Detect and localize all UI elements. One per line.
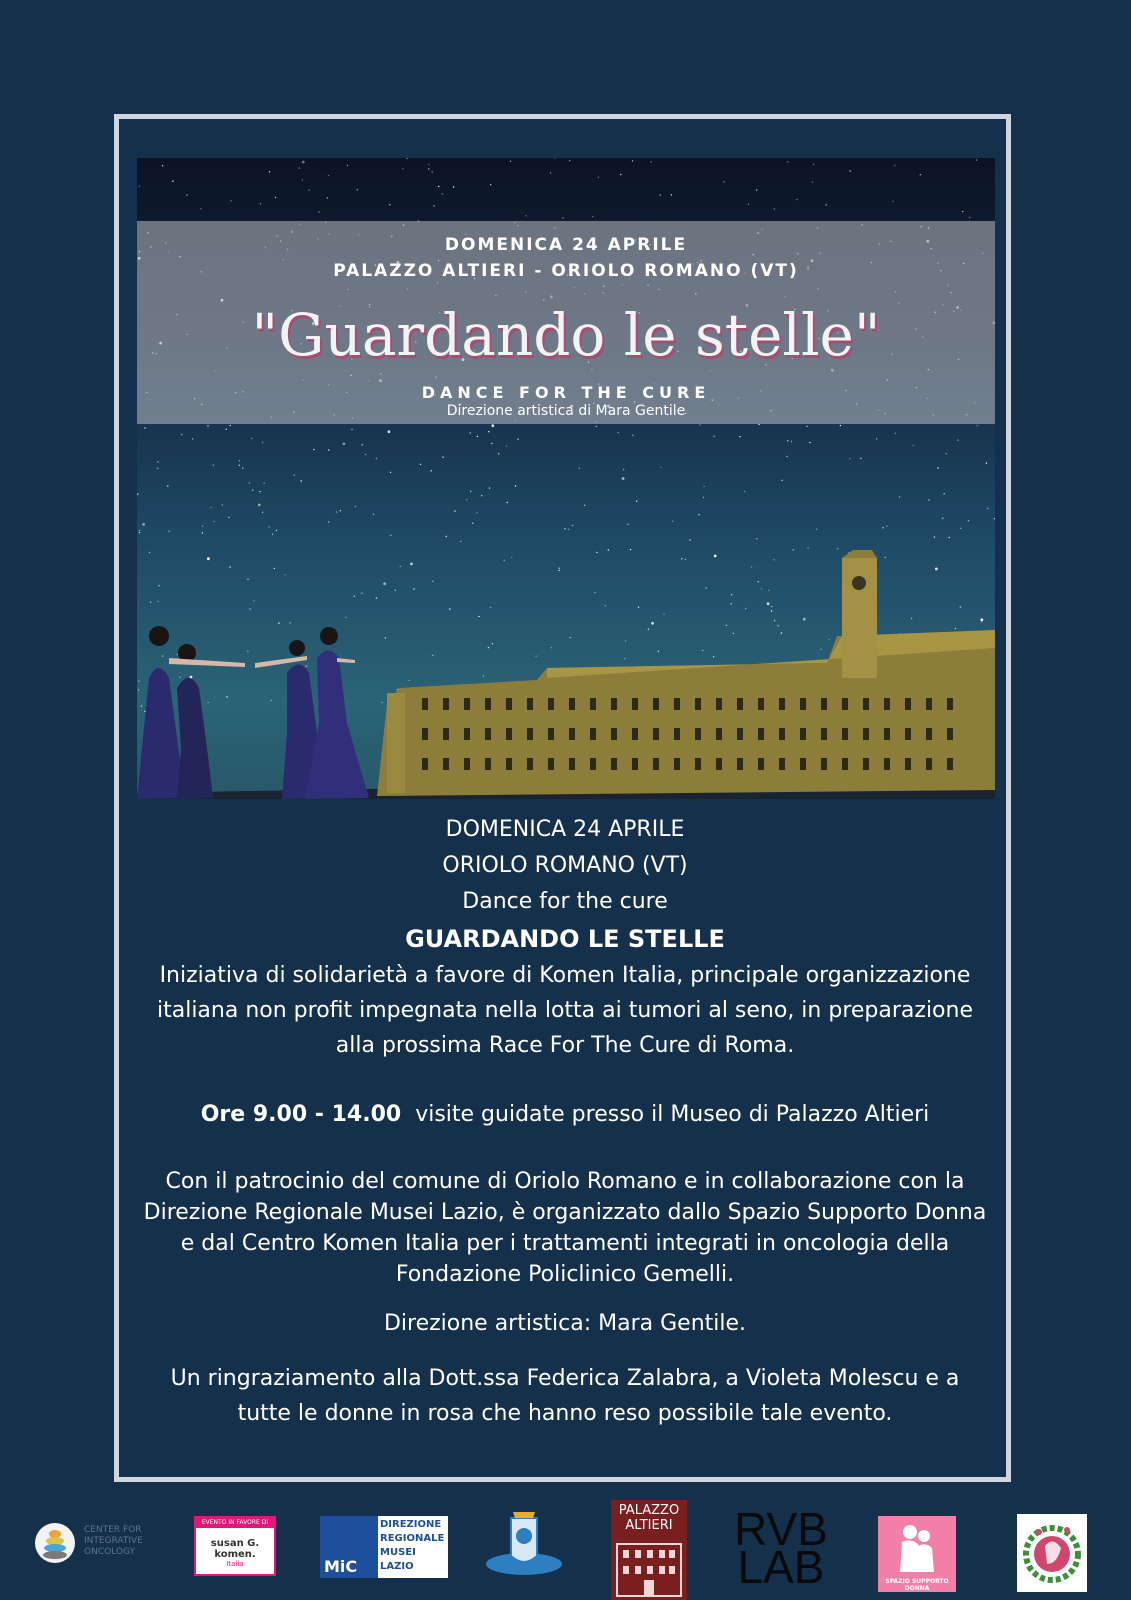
hours-text: visite guidate presso il Museo di Palazzo Altieri	[415, 1102, 930, 1127]
event-thanks: Un ringraziamento alla Dott.ssa Federica Zalabra, a Violeta Molescu e a tutte le donne in rosa che hanno reso possibile tale evento.	[170, 1366, 960, 1426]
title-banner	[137, 221, 995, 424]
event-artistic-direction: Direzione artistica: Mara Gentile.	[383, 1311, 747, 1336]
banner-direction: Direzione artistica di Mara Gentile	[446, 403, 686, 419]
stones-icon	[34, 1522, 76, 1564]
banner-date: DOMENICA 24 APRILE	[444, 235, 688, 255]
wreath-icon	[1017, 1514, 1087, 1592]
event-intro: Iniziativa di solidarietà a favore di Komen Italia, principale organizzazione italiana non profit impegnata nella lotta ai tumori al seno, in preparazione alla prossima Race For The Cure di Roma.	[156, 963, 973, 1058]
cio-line3: ONCOLOGY	[84, 1547, 135, 1557]
mic-emblem	[320, 1516, 378, 1578]
cio-line2: INTEGRATIVE	[84, 1536, 143, 1546]
hero-image	[137, 158, 995, 799]
event-name: Dance for the cure	[462, 889, 668, 914]
spazio-supporto-donna-logo	[878, 1516, 956, 1592]
mic-line4: LAZIO	[380, 1561, 414, 1572]
embrace-icon	[878, 1516, 956, 1574]
palazzo-facade-icon	[611, 1538, 687, 1598]
komen-name: susan G. komen.	[210, 1538, 260, 1560]
mic-line2: REGIONALE	[380, 1533, 445, 1544]
palazzo-line2: ALTIERI	[625, 1518, 673, 1533]
komen-top-text: EVENTO IN FAVORE DI	[196, 1518, 274, 1528]
oriolo-crest-logo	[483, 1508, 565, 1580]
rvb-line2: LAB	[737, 1541, 825, 1593]
banner-place: PALAZZO ALTIERI - ORIOLO ROMANO (VT)	[333, 261, 799, 281]
rvb-lab-logo	[733, 1503, 829, 1594]
ssd-text: SPAZIO SUPPORTO DONNA	[885, 1578, 949, 1592]
banner-subtitle: DANCE FOR THE CURE	[421, 383, 711, 402]
event-heading: GUARDANDO LE STELLE	[405, 925, 725, 953]
rvb-line1: RVB	[734, 1503, 828, 1555]
event-date: DOMENICA 24 APRILE	[445, 817, 685, 842]
event-details	[130, 812, 1000, 1431]
komen-sub: Italia	[226, 1560, 244, 1568]
sponsor-logos	[0, 1500, 1131, 1600]
dancers-image	[137, 626, 369, 799]
event-patronage: Con il patrocinio del comune di Oriolo Romano e in collaborazione con la Direzione Regionale Musei Lazio, è organizzato dallo Spazio Supporto Donna e dal Centro Komen Italia per i trattamenti integrati in oncologia della Fondazione Policlinico Gemelli.	[143, 1169, 987, 1287]
wreath-logo	[1017, 1514, 1087, 1592]
banner-title: "Guardando le stelle"	[251, 301, 881, 369]
event-place: ORIOLO ROMANO (VT)	[442, 853, 688, 878]
mic-logo	[320, 1516, 448, 1578]
cio-line1: CENTER FOR	[84, 1525, 142, 1535]
mic-line1: DIREZIONE	[380, 1519, 442, 1530]
palazzo-altieri-logo	[611, 1500, 687, 1600]
event-hours	[130, 1097, 1000, 1132]
crest-icon	[483, 1508, 565, 1580]
palazzo-line1: PALAZZO	[618, 1503, 680, 1518]
mic-short: MiC	[324, 1557, 358, 1576]
mic-line3: MUSEI	[380, 1547, 416, 1558]
cio-logo	[34, 1522, 144, 1566]
hours-label: Ore 9.00 - 14.00	[200, 1102, 402, 1127]
komen-logo	[194, 1516, 276, 1576]
